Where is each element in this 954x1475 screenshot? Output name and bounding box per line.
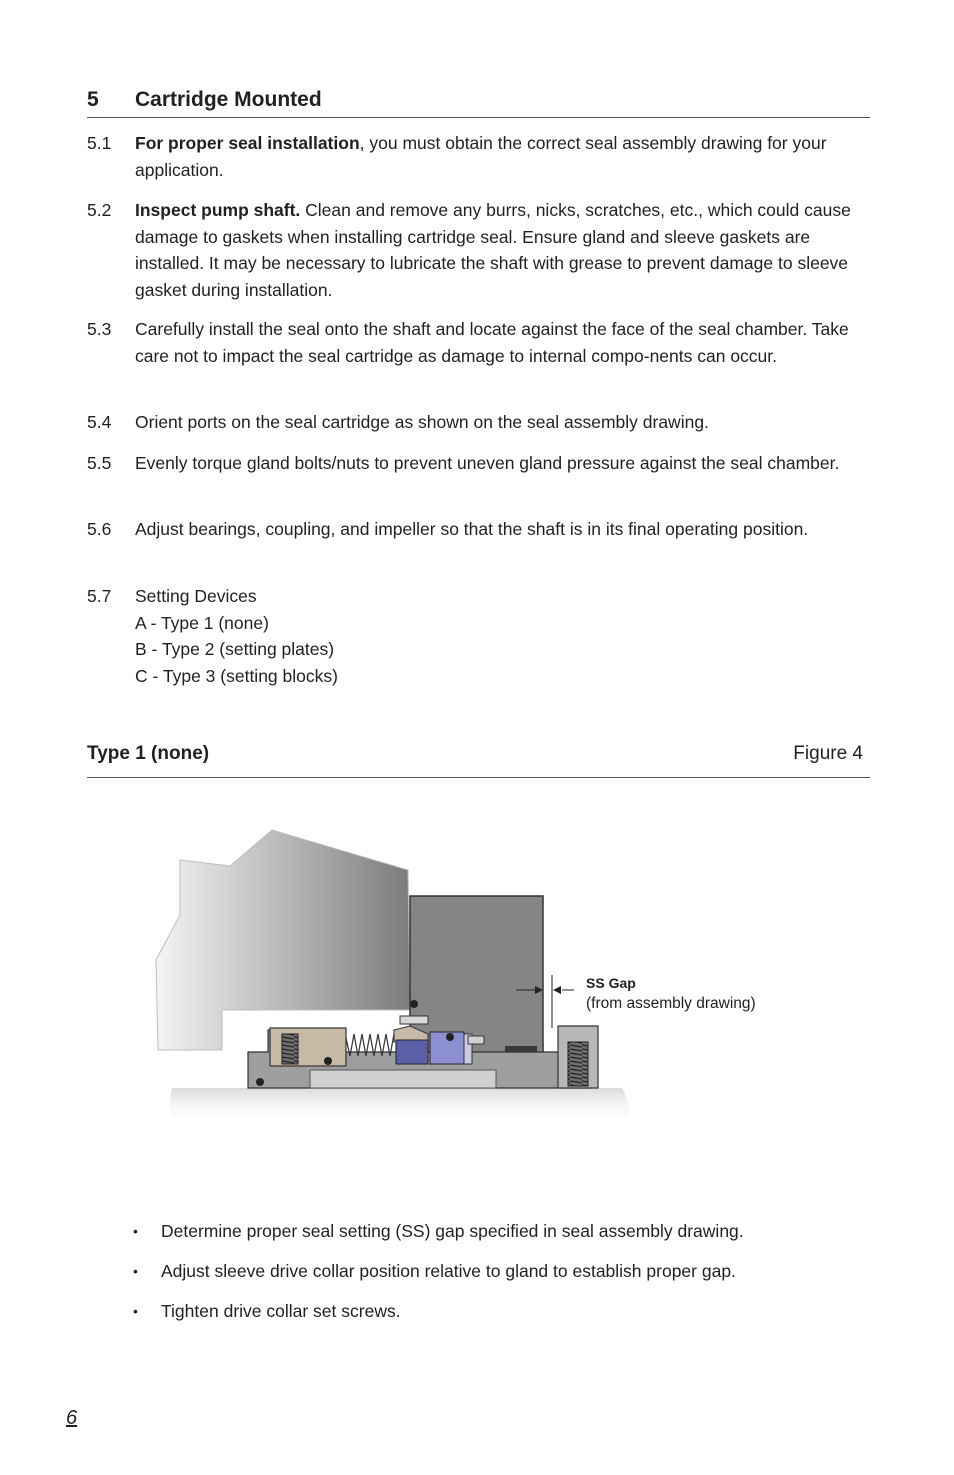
- step-5-1: [87, 130, 870, 183]
- step-number: 5.4: [87, 412, 112, 432]
- gap-arrow-head-right: [553, 986, 561, 994]
- figure-title: Type 1 (none): [87, 743, 210, 764]
- section-header: [87, 88, 870, 118]
- step-5-6: [87, 516, 870, 543]
- step-5-3: [87, 316, 870, 369]
- step-number: 5.6: [87, 519, 112, 539]
- step-text: Setting Devices: [135, 586, 257, 606]
- step-lead: Inspect pump shaft.: [135, 200, 301, 220]
- o-ring: [446, 1033, 454, 1041]
- figure-header: [87, 742, 870, 778]
- step-text: Adjust bearings, coupling, and impeller so that the shaft is in its final operating position.: [135, 519, 809, 539]
- step-5-4: [87, 409, 870, 436]
- rotating-face: [396, 1040, 428, 1064]
- collar-set-screw: [568, 1042, 588, 1086]
- step-number: 5.5: [87, 453, 112, 473]
- bullet-icon: •: [133, 1223, 138, 1239]
- section-number: 5: [87, 88, 99, 111]
- list-item: [133, 1298, 853, 1324]
- o-ring: [256, 1078, 264, 1086]
- step-5-7: [87, 583, 870, 689]
- section-title: Cartridge Mounted: [135, 88, 322, 111]
- instructions-list: [133, 1218, 853, 1338]
- shaft: [170, 1088, 629, 1120]
- setting-device-b: B - Type 2 (setting plates): [135, 639, 335, 659]
- gland-insert: [400, 1016, 428, 1024]
- step-text: Evenly torque gland bolts/nuts to prevent uneven gland pressure against the seal chamber.: [135, 453, 840, 473]
- step-text: Orient ports on the seal cartridge as shown on the seal assembly drawing.: [135, 412, 709, 432]
- seal-cross-section-diagram: [150, 820, 790, 1140]
- list-item-text: Adjust sleeve drive collar position relative to gland to establish proper gap.: [161, 1261, 736, 1281]
- step-text: Clean and remove any burrs, nicks, scratches, etc., which could cause damage to gaskets when installing cartridge seal. Ensure gland and sleeve gaskets are installed. It may be necessary to lubricate the shaft with grease to prevent damage to sleeve gasket during installation.: [135, 200, 851, 300]
- figure-number: Figure 4: [793, 743, 863, 764]
- step-5-2: [87, 197, 870, 303]
- o-ring: [324, 1057, 332, 1065]
- step-number: 5.3: [87, 319, 112, 339]
- step-number: 5.7: [87, 586, 112, 606]
- list-item-text: Tighten drive collar set screws.: [161, 1301, 401, 1321]
- step-number: 5.2: [87, 200, 112, 220]
- step-text: , you must obtain the correct seal assembly drawing for your application.: [135, 133, 827, 180]
- setting-device-a: A - Type 1 (none): [135, 612, 269, 633]
- retainer: [468, 1036, 484, 1044]
- step-number: 5.1: [87, 133, 112, 153]
- step-5-5: [87, 450, 870, 477]
- o-ring: [410, 1000, 418, 1008]
- step-lead: For proper seal installation: [135, 133, 360, 153]
- list-item-text: Determine proper seal setting (SS) gap specified in seal assembly drawing.: [161, 1221, 744, 1241]
- list-item: [133, 1258, 853, 1284]
- sleeve-bore: [310, 1070, 496, 1088]
- bullet-icon: •: [133, 1303, 138, 1319]
- seal-head: [270, 1028, 346, 1066]
- pump-housing: [156, 830, 410, 1050]
- step-text: Carefully install the seal onto the shaft and locate against the face of the seal chamber. Take care not to impact the seal cartridge as damage to internal compo-nents can occur.: [135, 319, 849, 366]
- bullet-icon: •: [133, 1263, 138, 1279]
- ss-gap-note: (from assembly drawing): [586, 995, 756, 1012]
- page-number: 6: [66, 1407, 78, 1429]
- ss-gap-label: SS Gap: [586, 975, 636, 991]
- list-item: [133, 1218, 853, 1244]
- set-screw: [282, 1034, 298, 1064]
- setting-device-c: C - Type 3 (setting blocks): [135, 665, 338, 686]
